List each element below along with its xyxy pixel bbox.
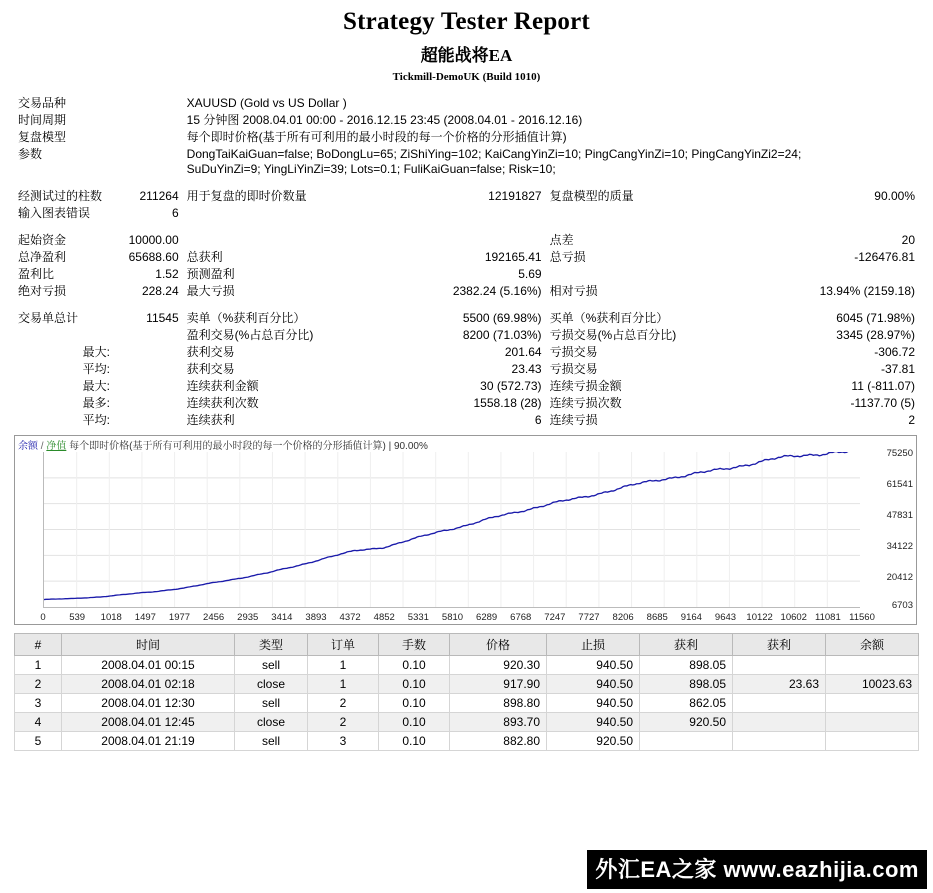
label-net-profit: 总净盈利 (18, 250, 67, 264)
label-total-trades: 交易单总计 (18, 311, 79, 325)
label-quality: 复盘模型的质量 (549, 189, 634, 203)
label-avg-cons-losses: 连续亏损 (549, 413, 598, 427)
cell-price: 917.90 (450, 675, 547, 694)
value-initial-deposit: 10000.00 (128, 233, 179, 247)
trades-body (15, 656, 919, 751)
cell-n: 5 (15, 732, 62, 751)
row-total-trades (14, 310, 919, 327)
cell-type: close (235, 713, 308, 732)
chart-title: 每个即时价格(基于所有可利用的最小时段的每一个价格的分形插值计算) | 90.00% (69, 441, 428, 452)
cell-tp: 862.05 (640, 694, 733, 713)
y-tick-5: 75250 (886, 448, 913, 459)
cell-profit (733, 694, 826, 713)
row-bars (14, 188, 919, 205)
value-spread: 20 (901, 233, 915, 247)
cell-time: 2008.04.01 12:45 (62, 713, 235, 732)
value-bars: 211264 (139, 189, 179, 203)
label-abs-drawdown: 绝对亏损 (18, 284, 67, 298)
label-max-cons-losses: 连续亏损金额 (549, 379, 622, 393)
x-tick-22: 10602 (780, 612, 807, 623)
legend-balance[interactable]: 余额 (18, 441, 38, 452)
trades-table (14, 633, 919, 751)
label-symbol: 交易品种 (18, 96, 67, 110)
label-bars: 经测试过的柱数 (18, 189, 103, 203)
value-max-cons-wins: 30 (572.73) (480, 379, 542, 393)
value-gross-profit: 192165.41 (484, 250, 542, 264)
value-gross-loss: -126476.81 (854, 250, 915, 264)
label-average: 平均: (82, 362, 110, 376)
y-tick-3: 47831 (886, 510, 913, 521)
cell-time: 2008.04.01 00:15 (62, 656, 235, 675)
x-tick-8: 3893 (305, 612, 327, 623)
col-takeprofit[interactable]: 获利 (640, 634, 733, 656)
label-max-cons-profit: 连续获利次数 (186, 396, 259, 410)
col-balance[interactable]: 余额 (826, 634, 919, 656)
cell-price: 898.80 (450, 694, 547, 713)
cell-tp (640, 732, 733, 751)
x-tick-3: 1497 (134, 612, 156, 623)
equity-chart (14, 435, 917, 625)
x-tick-13: 6289 (476, 612, 498, 623)
value-avg-profit: 23.43 (511, 362, 542, 376)
cell-lots: 0.10 (379, 713, 450, 732)
label-max-drawdown: 最大亏损 (186, 284, 235, 298)
value-parameters-line2: SuDuYinZi=9; YingLiYinZi=39; Lots=0.1; FuliKaiGuan=false; Risk=10; (186, 162, 556, 176)
row-model (14, 129, 919, 146)
value-parameters-line1: DongTaiKaiGuan=false; BoDongLu=65; ZiShiYing=102; KaiCangYinZi=10; PingCangYinZi=10; PingCangYinZi2=24; (186, 147, 802, 161)
label-spread: 点差 (549, 233, 574, 247)
cell-n: 4 (15, 713, 62, 732)
value-total-trades: 11545 (146, 311, 179, 325)
cell-price: 920.30 (450, 656, 547, 675)
x-tick-6: 2935 (237, 612, 259, 623)
x-tick-0: 0 (40, 612, 46, 623)
row-period (14, 112, 919, 129)
cell-type: sell (235, 656, 308, 675)
label-max: 最大: (82, 379, 110, 393)
label-rel-drawdown: 相对亏损 (549, 284, 598, 298)
value-ticks: 12191827 (488, 189, 542, 203)
x-tick-7: 3414 (271, 612, 293, 623)
y-tick-4: 61541 (886, 479, 913, 490)
value-max-cons-loss-count: -1137.70 (5) (850, 396, 915, 410)
row-chart-errors (14, 205, 919, 222)
page-title: Strategy Tester Report (343, 8, 590, 35)
broker-build: Tickmill-DemoUK (Build 1010) (392, 71, 541, 83)
value-quality: 90.00% (874, 189, 915, 203)
cell-time: 2008.04.01 02:18 (62, 675, 235, 694)
x-tick-23: 11081 (815, 612, 841, 623)
table-row[interactable] (15, 713, 919, 732)
col-lots[interactable]: 手数 (379, 634, 450, 656)
x-tick-12: 5810 (441, 612, 464, 623)
row-average (14, 361, 919, 378)
value-profit-factor: 1.52 (155, 267, 179, 281)
x-tick-10: 4852 (373, 612, 395, 623)
label-gross-profit: 总获利 (186, 250, 223, 264)
cell-lots: 0.10 (379, 694, 450, 713)
label-largest: 最大: (82, 345, 110, 359)
page-subtitle: 超能战将EA (420, 46, 513, 65)
cell-order: 1 (308, 675, 379, 694)
row-symbol (14, 95, 919, 112)
cell-type: sell (235, 732, 308, 751)
x-tick-19: 9164 (680, 612, 702, 623)
x-tick-4: 1977 (168, 612, 191, 623)
col-order[interactable]: 订单 (308, 634, 379, 656)
watermark: 外汇EA之家 www.eazhijia.com (587, 850, 927, 889)
value-max-drawdown: 2382.24 (5.16%) (452, 284, 542, 298)
cell-lots: 0.10 (379, 732, 450, 751)
x-tick-17: 8206 (612, 612, 634, 623)
col-stoploss[interactable]: 止损 (547, 634, 640, 656)
label-avg-cons-wins: 连续获利 (186, 413, 235, 427)
y-tick-0: 6703 (891, 600, 913, 611)
col-type[interactable]: 类型 (235, 634, 308, 656)
x-tick-9: 4372 (339, 612, 361, 623)
value-short-positions: 5500 (69.98%) (462, 311, 542, 325)
summary-table (14, 95, 919, 429)
x-tick-5: 2456 (203, 612, 225, 623)
row-most-consecutive (14, 395, 919, 412)
cell-type: close (235, 675, 308, 694)
value-avg-cons-wins: 6 (534, 413, 542, 427)
cell-sl: 940.50 (547, 694, 640, 713)
cell-price: 882.80 (450, 732, 547, 751)
col-index[interactable]: # (15, 634, 62, 656)
trades-header-row (15, 634, 919, 656)
value-chart-errors: 6 (171, 206, 179, 220)
label-period: 时间周期 (18, 113, 67, 127)
label-largest-loss: 亏损交易 (549, 345, 598, 359)
cell-n: 1 (15, 656, 62, 675)
value-model: 每个即时价格(基于所有可利用的最小时段的每一个价格的分形插值计算) (186, 130, 567, 144)
x-tick-11: 5331 (407, 612, 429, 623)
col-time[interactable]: 时间 (62, 634, 235, 656)
cell-profit (733, 656, 826, 675)
label-max-cons-loss-count: 连续亏损次数 (549, 396, 622, 410)
value-expected-payoff: 5.69 (518, 267, 542, 281)
label-profit-factor: 盈利比 (18, 267, 55, 281)
x-tick-2: 1018 (100, 612, 122, 623)
chart-legend: 余额 / 净值 每个即时价格(基于所有可利用的最小时段的每一个价格的分形插值计算) | 90.00% (18, 441, 428, 452)
value-largest-profit: 201.64 (504, 345, 542, 359)
cell-profit (733, 713, 826, 732)
row-win-loss-trades (14, 327, 919, 344)
label-average-2: 平均: (82, 413, 110, 427)
y-tick-2: 34122 (886, 541, 913, 552)
cell-sl: 940.50 (547, 675, 640, 694)
label-ticks: 用于复盘的即时价数量 (186, 189, 307, 203)
cell-sl: 920.50 (547, 732, 640, 751)
cell-order: 1 (308, 656, 379, 675)
label-long-positions: 买单（%获利百分比） (549, 311, 669, 325)
cell-n: 3 (15, 694, 62, 713)
x-tick-24: 11560 (849, 612, 875, 623)
row-drawdown (14, 283, 919, 300)
value-max-cons-profit: 1558.18 (28) (473, 396, 542, 410)
label-short-positions: 卖单（%获利百分比） (186, 311, 306, 325)
cell-profit (733, 732, 826, 751)
value-symbol: XAUUSD (Gold vs US Dollar ) (186, 96, 347, 110)
x-tick-14: 6768 (510, 612, 532, 623)
value-loss-trades: 3345 (28.97%) (836, 328, 915, 342)
label-gross-loss: 总亏损 (549, 250, 586, 264)
table-row[interactable] (15, 675, 919, 694)
y-tick-1: 20412 (886, 572, 913, 583)
cell-sl: 940.50 (547, 713, 640, 732)
label-most: 最多: (82, 396, 110, 410)
cell-sl: 940.50 (547, 656, 640, 675)
col-price[interactable]: 价格 (450, 634, 547, 656)
table-row[interactable] (15, 656, 919, 675)
value-avg-loss: -37.81 (880, 362, 915, 376)
cell-type: sell (235, 694, 308, 713)
chart-plot-area (43, 452, 860, 608)
table-row[interactable] (15, 694, 919, 713)
cell-time: 2008.04.01 21:19 (62, 732, 235, 751)
cell-order: 2 (308, 694, 379, 713)
cell-balance (826, 694, 919, 713)
cell-lots: 0.10 (379, 675, 450, 694)
cell-balance (826, 656, 919, 675)
cell-lots: 0.10 (379, 656, 450, 675)
value-long-positions: 6045 (71.98%) (836, 311, 915, 325)
x-tick-21: 10122 (746, 612, 773, 623)
x-tick-20: 9643 (714, 612, 737, 623)
label-avg-loss: 亏损交易 (549, 362, 598, 376)
cell-n: 2 (15, 675, 62, 694)
value-avg-cons-losses: 2 (908, 413, 915, 427)
row-parameters (14, 146, 919, 178)
label-avg-profit: 获利交易 (186, 362, 235, 376)
cell-balance (826, 732, 919, 751)
value-net-profit: 65688.60 (128, 250, 179, 264)
cell-profit: 23.63 (733, 675, 826, 694)
row-max-consecutive (14, 378, 919, 395)
table-row[interactable] (15, 732, 919, 751)
value-max-cons-losses: 11 (-811.07) (851, 379, 915, 393)
label-initial-deposit: 起始资金 (18, 233, 67, 247)
label-model: 复盘模型 (18, 130, 67, 144)
row-profit-factor (14, 266, 919, 283)
row-largest (14, 344, 919, 361)
row-initial-deposit (14, 232, 919, 249)
label-loss-trades: 亏损交易(%占总百分比) (549, 328, 677, 342)
report-header (0, 8, 933, 83)
legend-equity[interactable]: 净值 (46, 441, 67, 452)
row-net-profit (14, 249, 919, 266)
x-tick-1: 539 (69, 612, 86, 623)
x-tick-16: 7727 (578, 612, 600, 623)
cell-time: 2008.04.01 12:30 (62, 694, 235, 713)
x-tick-15: 7247 (544, 612, 566, 623)
label-expected-payoff: 预测盈利 (186, 267, 235, 281)
cell-price: 893.70 (450, 713, 547, 732)
value-abs-drawdown: 228.24 (141, 284, 179, 298)
cell-tp: 920.50 (640, 713, 733, 732)
x-tick-18: 8685 (646, 612, 668, 623)
cell-tp: 898.05 (640, 675, 733, 694)
label-largest-profit: 获利交易 (186, 345, 235, 359)
col-profit[interactable]: 获利 (733, 634, 826, 656)
cell-balance (826, 713, 919, 732)
label-profit-trades: 盈利交易(%占总百分比) (186, 328, 314, 342)
value-largest-loss: -306.72 (874, 345, 915, 359)
label-parameters: 参数 (18, 147, 43, 161)
cell-tp: 898.05 (640, 656, 733, 675)
equity-line (44, 452, 860, 607)
label-max-cons-wins: 连续获利金额 (186, 379, 259, 393)
value-rel-drawdown: 13.94% (2159.18) (819, 284, 915, 298)
cell-balance: 10023.63 (826, 675, 919, 694)
cell-order: 2 (308, 713, 379, 732)
value-profit-trades: 8200 (71.03%) (462, 328, 542, 342)
label-chart-errors: 输入图表错误 (18, 206, 91, 220)
value-period: 15 分钟图 2008.04.01 00:00 - 2016.12.15 23:45 (2008.04.01 - 2016.12.16) (186, 113, 583, 127)
row-avg-consecutive (14, 412, 919, 429)
cell-order: 3 (308, 732, 379, 751)
